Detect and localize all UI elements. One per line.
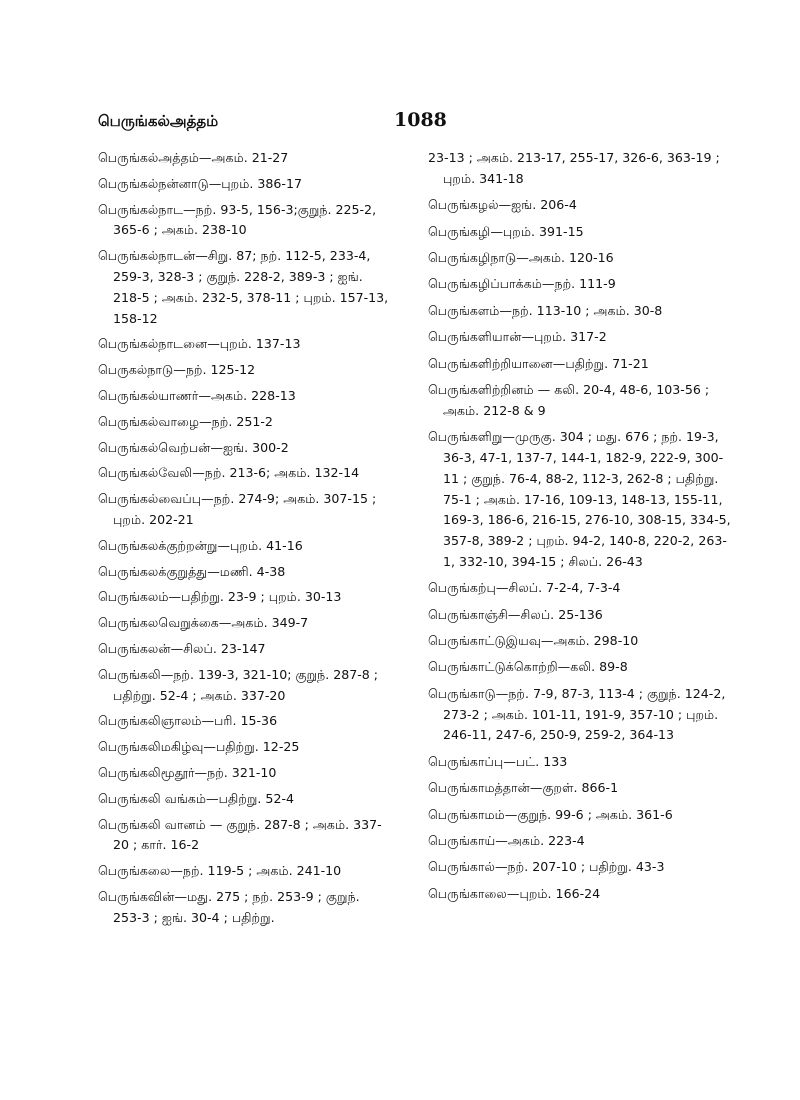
index-entry: பெருங்களிறு—முருகு. 304 ; மது. 676 ; நற். 19-3, 36-3, 47-1, 137-7, 144-1, 182-9, 222-9, 300-11 ; குறுந். 76-4, 88-2, 112-3, 262-8 ; பதிற்று. 75-1 ; அகம். 17-16, 109-13, 148-13, 155-11, 169-3, 186-6, 216-15, 276-10, 308-15, 334-5, 357-8, 389-2 ; புறம். 94-2, 140-8, 220-2, 263-1, 332-10, 394-15 ; சிலப். 26-43	[428, 429, 731, 569]
index-entry: பெருங்கலம்—பதிற்று. 23-9 ; புறம். 30-13	[98, 589, 342, 605]
index-entry: பெருங்கழிநாடு—அகம். 120-16	[428, 249, 614, 265]
index-entry: பெருங்கல்நாட—நற். 93-5, 156-3;குறுந். 225-2, 365-6 ; அகம். 238-10	[98, 201, 377, 238]
index-entry: பெருங்காட்டுஇயவு—அகம். 298-10	[428, 633, 639, 649]
index-entry: பெருங்காப்பு—பட். 133	[428, 753, 568, 769]
index-entry: பெருங்கால்—நற். 207-10 ; பதிற்று. 43-3	[428, 859, 665, 875]
index-entry: பெருங்காடு—நற். 7-9, 87-3, 113-4 ; குறுந். 124-2, 273-2 ; அகம். 101-11, 191-9, 357-10 ; புறம். 246-11, 247-6, 250-9, 259-2, 364-13	[428, 685, 726, 743]
index-entry: பெருங்கற்பு—சிலப். 7-2-4, 7-3-4	[428, 580, 621, 596]
index-entry: பெருங்கல்நாடனை—புறம். 137-13	[98, 336, 301, 352]
index-entry: பெருங்கல்யாணர்—அகம். 228-13	[98, 387, 296, 403]
index-entry: பெருங்கலி—நற். 139-3, 321-10; குறுந். 287-8 ; பதிற்று. 52-4 ; அகம். 337-20	[98, 666, 379, 703]
index-entry: பெருங்கலன்—சிலப். 23-147	[98, 640, 266, 656]
index-entry: பெருங்கல்நாடன்—சிறு. 87; நற். 112-5, 233-4, 259-3, 328-3 ; குறுந். 228-2, 389-3 ; ஐங். 218-5 ; அகம். 232-5, 378-11 ; புறம். 157-13, 158-12	[98, 248, 389, 326]
index-entry: பெருங்கலக்குற்றன்று—புறம். 41-16	[98, 537, 303, 553]
index-entry: பெருகல்நாடு—நற். 125-12	[98, 362, 256, 378]
index-entry: பெருங்கலை—நற். 119-5 ; அகம். 241-10	[98, 863, 342, 879]
index-entry: பெருங்கல்வாழை—நற். 251-2	[98, 413, 273, 429]
index-entry: பெருங்கல்நன்னாடு—புறம். 386-17	[98, 175, 302, 191]
index-entry: பெருங்கலிமூதூர்—நற். 321-10	[98, 764, 277, 780]
index-entry: பெருங்கலி வங்கம்—பதிற்று. 52-4	[98, 790, 295, 806]
left-column	[98, 148, 392, 934]
index-entry: பெருங்களிற்றினம் — கலி. 20-4, 48-6, 103-56 ; அகம். 212-8 & 9	[428, 381, 710, 418]
index-entry: பெருங்காலை—புறம். 166-24	[428, 885, 601, 901]
index-entry: பெருங்கல்வேலி—நற். 213-6; அகம். 132-14	[98, 465, 360, 481]
index-entry: பெருங்கழி—புறம். 391-15	[428, 223, 584, 239]
index-entry: பெருங்கலிஞாலம்—பரி. 15-36	[98, 713, 278, 729]
index-entry: பெருங்காஞ்சி—சிலப். 25-136	[428, 606, 603, 622]
index-entry: பெருங்கழல்—ஐங். 206-4	[428, 197, 577, 213]
index-entry: பெருங்கலிமகிழ்வு—பதிற்று. 12-25	[98, 739, 300, 755]
index-entry: பெருங்காமம்—குறுந். 99-6 ; அகம். 361-6	[428, 806, 673, 822]
index-entry: பெருங்கலி வானம் — குறுந். 287-8 ; அகம். 337-20 ; கார். 16-2	[98, 816, 382, 853]
index-entry: பெருங்காமத்தான்—குறள். 866-1	[428, 780, 619, 796]
index-entry: பெருங்காய்—அகம். 223-4	[428, 833, 585, 848]
index-entry: பெருங்கல்வெற்பன்—ஐங். 300-2	[98, 439, 289, 455]
index-entry: பெருங்கழிப்பாக்கம்—நற். 111-9	[428, 276, 616, 292]
right-column	[428, 148, 733, 910]
index-entry-continued: 23-13 ; அகம். 213-17, 255-17, 326-6, 363-19 ; புறம். 341-18	[428, 150, 720, 186]
index-entry: பெருங்களிற்றியானை—பதிற்று. 71-21	[428, 355, 649, 371]
index-entry: பெருங்கல்வைப்பு—நற். 274-9; அகம். 307-15 ; புறம். 202-21	[98, 491, 377, 527]
index-entry: பெருங்கலக்குறுத்து—மணி. 4-38	[98, 563, 286, 579]
page-number: 1088	[394, 109, 447, 131]
index-entry: பெருங்காட்டுக்கொற்றி—கலி. 89-8	[428, 659, 628, 675]
index-entry: பெருங்கல்அத்தம்—அகம். 21-27	[98, 150, 289, 165]
index-entry: பெருங்கலவெறுக்கை—அகம். 349-7	[98, 615, 309, 631]
index-entry: பெருங்களம்—நற். 113-10 ; அகம். 30-8	[428, 302, 663, 318]
running-head: பெருங்கல்அத்தம்	[98, 112, 219, 130]
index-entry: பெருங்களியான்—புறம். 317-2	[428, 329, 607, 345]
page-header	[98, 109, 718, 136]
index-entry: பெருங்கவின்—மது. 275 ; நற். 253-9 ; குறுந். 253-3 ; ஐங். 30-4 ; பதிற்று.	[98, 888, 360, 925]
